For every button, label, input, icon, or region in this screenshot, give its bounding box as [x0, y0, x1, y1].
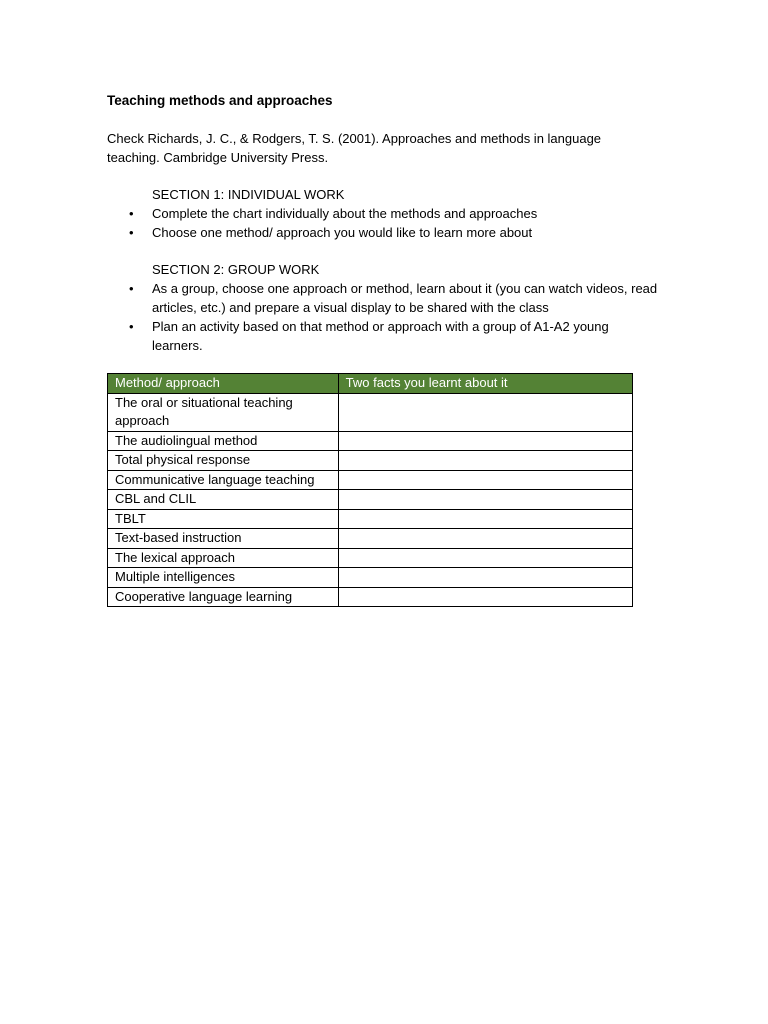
table-row	[108, 470, 633, 490]
table-row	[108, 529, 633, 549]
document-title: Teaching methods and approaches	[107, 93, 333, 108]
table-cell-method: Total physical response	[108, 451, 339, 471]
list-item	[129, 279, 662, 317]
section-1-heading: SECTION 1: INDIVIDUAL WORK	[152, 187, 345, 202]
section-2-list	[107, 279, 667, 355]
list-item	[129, 204, 662, 223]
document-page	[107, 91, 667, 607]
table-row	[108, 548, 633, 568]
table-cell-facts[interactable]	[338, 568, 632, 588]
table-cell-method: The oral or situational teaching approach	[108, 393, 339, 431]
list-item	[129, 223, 662, 242]
table-row	[108, 393, 633, 431]
table-row	[108, 431, 633, 451]
table-cell-method: Communicative language teaching	[108, 470, 339, 490]
bullet-icon: •	[129, 319, 134, 334]
table-header-facts: Two facts you learnt about it	[338, 374, 632, 394]
table-cell-facts[interactable]	[338, 490, 632, 510]
table-header-method: Method/ approach	[108, 374, 339, 394]
section-1-list	[107, 204, 667, 242]
table-header-row	[108, 374, 633, 394]
list-item-text: As a group, choose one approach or method, learn about it (you can watch videos, read articles, etc.) and prepare a visual display to be shared with the class	[152, 281, 658, 315]
methods-table	[107, 373, 633, 607]
table-cell-method: CBL and CLIL	[108, 490, 339, 510]
section-2-heading: SECTION 2: GROUP WORK	[152, 262, 320, 277]
list-item-text: Complete the chart individually about the methods and approaches	[152, 206, 538, 221]
table-cell-facts[interactable]	[338, 431, 632, 451]
table-cell-facts[interactable]	[338, 529, 632, 549]
reference-citation: Check Richards, J. C., & Rodgers, T. S. (2001). Approaches and methods in language teaching. Cambridge University Press.	[107, 131, 602, 165]
bullet-icon: •	[129, 206, 134, 221]
table-cell-method: Multiple intelligences	[108, 568, 339, 588]
table-row	[108, 451, 633, 471]
table-cell-facts[interactable]	[338, 393, 632, 431]
list-item	[129, 317, 662, 355]
table-cell-method: TBLT	[108, 509, 339, 529]
table-cell-facts[interactable]	[338, 451, 632, 471]
list-item-text: Plan an activity based on that method or approach with a group of A1-A2 young learners.	[152, 319, 609, 353]
table-cell-method: The lexical approach	[108, 548, 339, 568]
table-cell-method: Cooperative language learning	[108, 587, 339, 607]
table-cell-method: The audiolingual method	[108, 431, 339, 451]
list-item-text: Choose one method/ approach you would like to learn more about	[152, 225, 533, 240]
table-cell-method: Text-based instruction	[108, 529, 339, 549]
table-cell-facts[interactable]	[338, 587, 632, 607]
bullet-icon: •	[129, 225, 134, 240]
table-cell-facts[interactable]	[338, 548, 632, 568]
bullet-icon: •	[129, 281, 134, 296]
table-cell-facts[interactable]	[338, 509, 632, 529]
table-row	[108, 568, 633, 588]
table-row	[108, 490, 633, 510]
table-row	[108, 509, 633, 529]
table-row	[108, 587, 633, 607]
table-cell-facts[interactable]	[338, 470, 632, 490]
